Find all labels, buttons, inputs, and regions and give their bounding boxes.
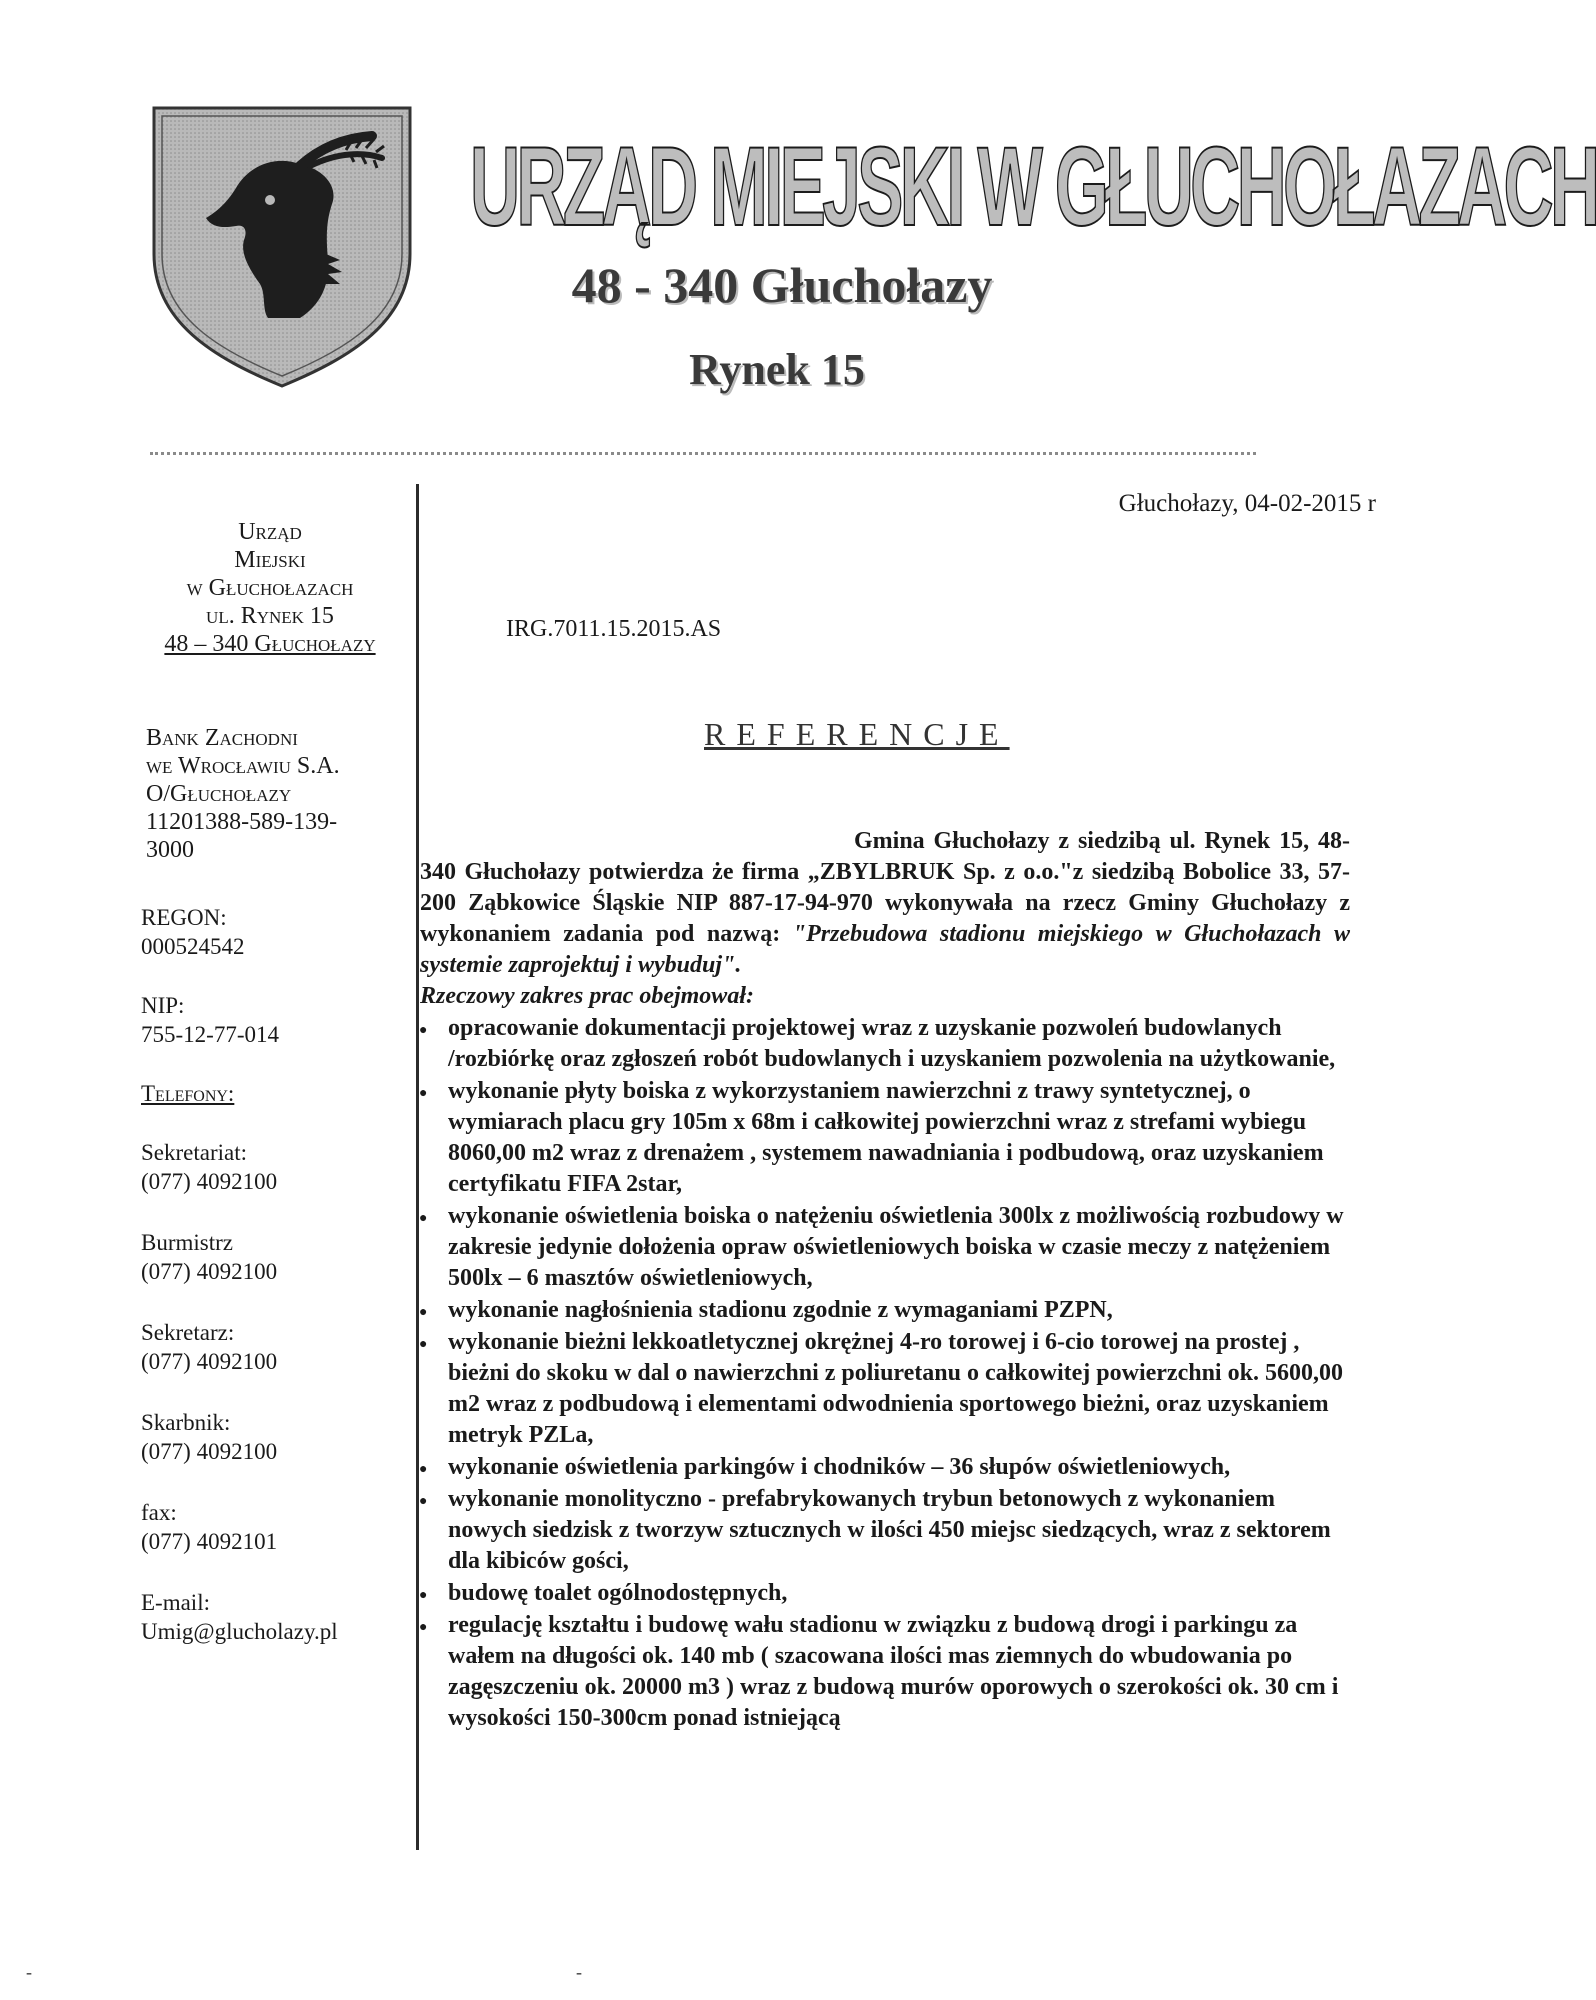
list-item: ● wykonanie oświetlenia boiska o natężeniu oświetlenia 300lx z możliwością rozbudowy w zakresie jedynie dołożenia opraw oświetleniowych boiska w czasie meczy z natężeniem 500lx – 6 masztów oświetleniowych, xyxy=(420,1201,1350,1294)
list-item: ● budowę toalet ogólnodostępnych, xyxy=(420,1578,1350,1609)
contact-value: (077) 4092101 xyxy=(141,1529,278,1554)
contact-label: E-mail: xyxy=(141,1590,210,1615)
header-address-city: 48 - 340 Głuchołazy xyxy=(571,257,993,313)
intro-paragraph xyxy=(420,826,1350,981)
sidebar-office-line: Urząd xyxy=(238,519,302,545)
sidebar-bank-line: 3000 xyxy=(146,837,194,863)
header-address-street: Rynek 15 xyxy=(689,345,865,394)
contact-secretariat xyxy=(141,1138,401,1196)
list-item: ● wykonanie bieżni lekkoatletycznej okrężnej 4-ro torowej i 6-cio torowej na prostej , bieżni do skoku w dal o nawierzchni z poliuretanu o całkowitej powierzchni ok. 5600,00 m2 wraz z podbudową i elementami odwodnienia sportowego bieżni, oraz uzyskaniem metryk PZLa, xyxy=(420,1327,1350,1451)
sidebar-office-address xyxy=(140,518,400,658)
contact-label: Sekretariat: xyxy=(141,1140,248,1165)
sidebar-phones-heading xyxy=(141,1079,401,1108)
task-name: "Przebudowa stadionu miejskiego w Głuchołazach w systemie zaprojektuj i wybuduj". xyxy=(420,921,1350,978)
sidebar-bank-line: O/Głuchołazy xyxy=(146,781,292,807)
intro-text: Gmina Głuchołazy z siedzibą ul. Rynek 15, 48-340 Głuchołazy potwierdza że firma „ZBYLBRUK Sp. z o.o."z siedzibą Bobolice 33, 57-200 Ząbkowice Śląskie NIP 887-17-94-970 wykonywała na rzecz Gminy Głuchołazy z wykonaniem zadania pod nazwą: xyxy=(420,828,1350,947)
contact-label: Sekretarz: xyxy=(141,1320,235,1345)
list-item: ● wykonanie oświetlenia parkingów i chodników – 36 słupów oświetleniowych, xyxy=(420,1452,1350,1483)
contact-fax xyxy=(141,1498,401,1556)
regon-label: REGON: xyxy=(141,905,227,930)
regon-value: 000524542 xyxy=(141,934,245,959)
sidebar-office-line: Miejski xyxy=(234,547,306,573)
contact-label: fax: xyxy=(141,1500,177,1525)
sidebar-regon xyxy=(141,903,401,961)
header-divider xyxy=(150,452,1256,455)
sidebar-office-line: 48 – 340 Głuchołazy xyxy=(164,631,376,657)
phones-label: Telefony: xyxy=(141,1081,235,1106)
list-item: ● wykonanie płyty boiska z wykorzystaniem nawierzchni z trawy syntetycznej, o wymiarach placu gry 105m x 68m i całkowitej powierzchni wraz z strefami wybiegu 8060,00 m2 wraz z drenażem , systemem nawadniania i podbudową, oraz uzyskaniem certyfikatu FIFA 2star, xyxy=(420,1076,1350,1200)
list-item: ● opracowanie dokumentacji projektowej wraz z uzyskanie pozwoleń budowlanych /rozbiórkę oraz zgłoszeń robót budowlanych i uzyskaniem pozwolenia na użytkowanie, xyxy=(420,1013,1350,1075)
contact-value: (077) 4092100 xyxy=(141,1259,278,1284)
contact-label: Skarbnik: xyxy=(141,1410,231,1435)
letter-date: Głuchołazy, 04-02-2015 r xyxy=(1118,490,1376,517)
sidebar-office-line: ul. Rynek 15 xyxy=(206,603,334,629)
contact-mayor xyxy=(141,1228,401,1286)
contact-treasurer xyxy=(141,1408,401,1466)
scan-mark: - xyxy=(26,1962,32,1982)
nip-value: 755-12-77-014 xyxy=(141,1022,279,1047)
scope-list xyxy=(420,1013,1350,1734)
contact-value: (077) 4092100 xyxy=(141,1169,278,1194)
office-title: URZĄD MIEJSKI W GŁUCHOŁAZACH xyxy=(470,124,1596,249)
sidebar-office-line: w Głuchołazach xyxy=(186,575,354,601)
contact-value: (077) 4092100 xyxy=(141,1439,278,1464)
contact-value: Umig@glucholazy.pl xyxy=(141,1619,338,1644)
sidebar-bank-line: Bank Zachodni xyxy=(146,725,298,751)
list-item: ● wykonanie nagłośnienia stadionu zgodnie z wymaganiami PZPN, xyxy=(420,1295,1350,1326)
scan-mark: - xyxy=(576,1962,582,1982)
scope-label: Rzeczowy zakres prac obejmował: xyxy=(420,983,754,1009)
contact-value: (077) 4092100 xyxy=(141,1349,278,1374)
sidebar-bank-details xyxy=(146,724,406,864)
letter-body xyxy=(420,826,1350,1735)
list-item: ● regulację kształtu i budowę wału stadionu w związku z budową drogi i parkingu za wałem na długości ok. 140 mb ( szacowana ilości mas ziemnych do wbudowania po zagęszczeniu ok. 20000 m3 ) wraz z budową murów oporowych o szerokości ok. 30 cm i wysokości 150-300cm ponad istniejącą xyxy=(420,1610,1350,1734)
contact-label: Burmistrz xyxy=(141,1230,233,1255)
case-number: IRG.7011.15.2015.AS xyxy=(506,616,722,642)
letter-heading: REFERENCJE xyxy=(704,716,1010,752)
sidebar-nip xyxy=(141,991,401,1049)
nip-label: NIP: xyxy=(141,993,185,1018)
sidebar-bank-line: 11201388-589-139- xyxy=(146,809,338,835)
contact-email xyxy=(141,1588,401,1646)
sidebar-bank-line: we Wrocławiu S.A. xyxy=(146,753,340,779)
contact-secretary xyxy=(141,1318,401,1376)
list-item: ● wykonanie monolityczno - prefabrykowanych trybun betonowych z wykonaniem nowych siedzisk z tworzyw sztucznych w ilości 450 miejsc siedzących, wraz z sektorem dla kibiców gości, xyxy=(420,1484,1350,1577)
sidebar-divider xyxy=(416,484,419,1850)
